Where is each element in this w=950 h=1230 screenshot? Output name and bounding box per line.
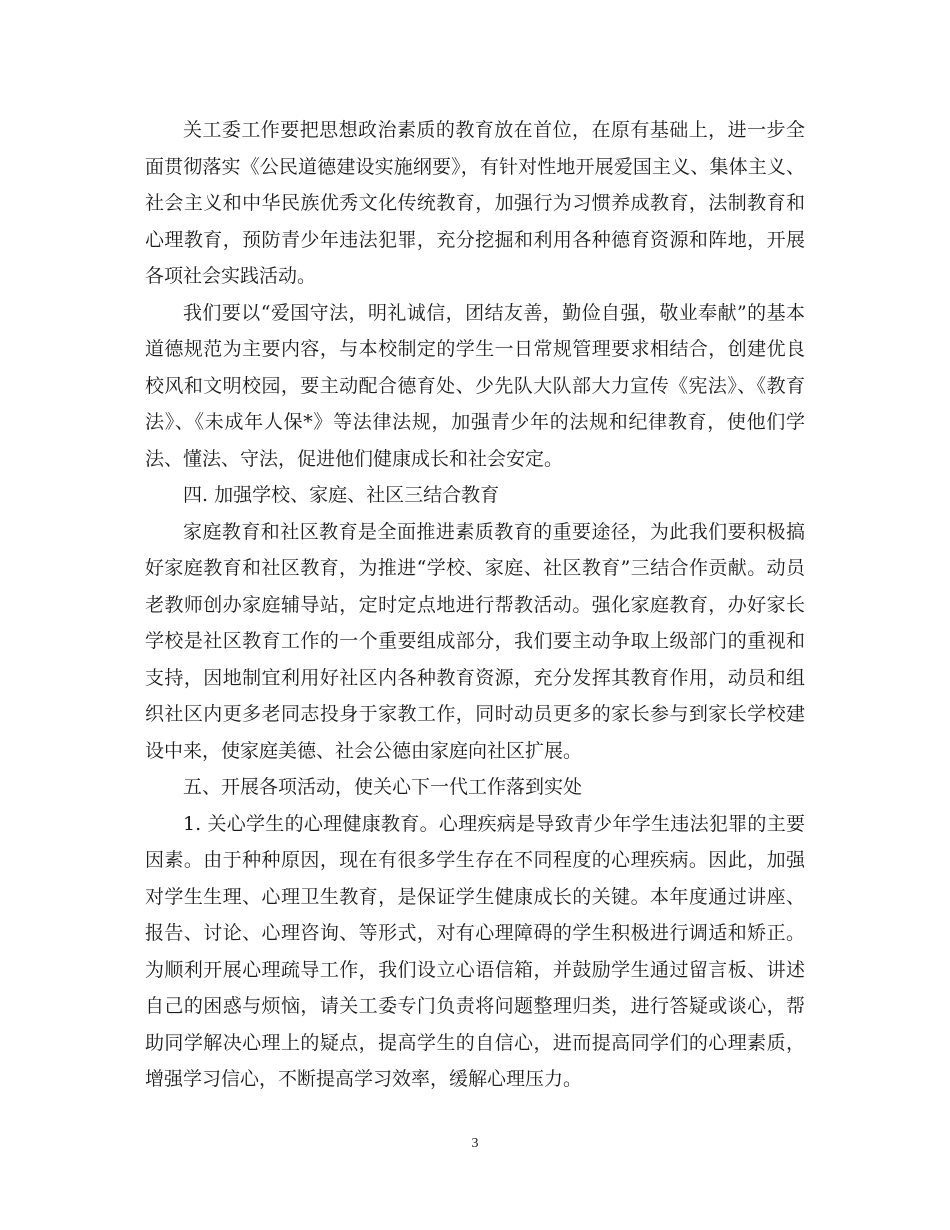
paragraph-mental-health: 1. 关心学生的心理健康教育。心理疾病是导致青少年学生违法犯罪的主要因素。由于种种原因，现在有很多学生存在不同程度的心理疾病。因此，加强对学生生理、心理卫生教育，是保证学生健康成长的关键。本年度通过讲座、报告、讨论、心理咨询、等形式，对有心理障碍的学生积极进行调适和矫正。为顺利开展心理疏导工作，我们设立心语信箱，并鼓励学生通过留言板、讲述自己的困惑与烦恼，请关工委专门负责将问题整理归类，进行答疑或谈心，帮助同学解决心理上的疑点，提高学生的自信心，进而提高同学们的心理素质，增强学习信心，不断提高学习效率，缓解心理压力。	[145, 812, 805, 1090]
document-body	[145, 112, 805, 1098]
paragraph-family-community: 家庭教育和社区教育是全面推进素质教育的重要途径，为此我们要积极搞好家庭教育和社区教育，为推进“学校、家庭、社区教育”三结合作贡献。动员老教师创办家庭辅导站，定时定点地进行帮教活动。强化家庭教育，办好家长学校是社区教育工作的一个重要组成部分，我们要主动争取上级部门的重视和支持，因地制宜利用好社区内各种教育资源，充分发挥其教育作用，动员和组织社区内更多老同志投身于家教工作，同时动员更多的家长参与到家长学校建设中来，使家庭美德、社会公德由家庭向社区扩展。	[145, 520, 805, 762]
paragraph-moral-education: 关工委工作要把思想政治素质的教育放在首位，在原有基础上，进一步全面贯彻落实《公民道德建设实施纲要》，有针对性地开展爱国主义、集体主义、社会主义和中华民族优秀文化传统教育，加强行为习惯养成教育，法制教育和心理教育，预防青少年违法犯罪，充分挖掘和利用各种德育资源和阵地，开展各项社会实践活动。	[145, 119, 805, 287]
page-number: 3	[471, 1136, 479, 1151]
section-heading-four: 四. 加强学校、家庭、社区三结合教育	[183, 484, 500, 506]
section-heading-five: 五、开展各项活动，使关心下一代工作落到实处	[183, 776, 583, 798]
paragraph-moral-norms: 我们要以“爱国守法，明礼诚信，团结友善，勤俭自强，敬业奉献”的基本道德规范为主要内容，与本校制定的学生一日常规管理要求相结合，创建优良校风和文明校园，要主动配合德育处、少先队大队部大力宣传《宪法》、《教育法》、《未成年人保*》等法律法规，加强青少年的法规和纪律教育，使他们学法、懂法、守法，促进他们健康成长和社会安定。	[145, 301, 805, 470]
